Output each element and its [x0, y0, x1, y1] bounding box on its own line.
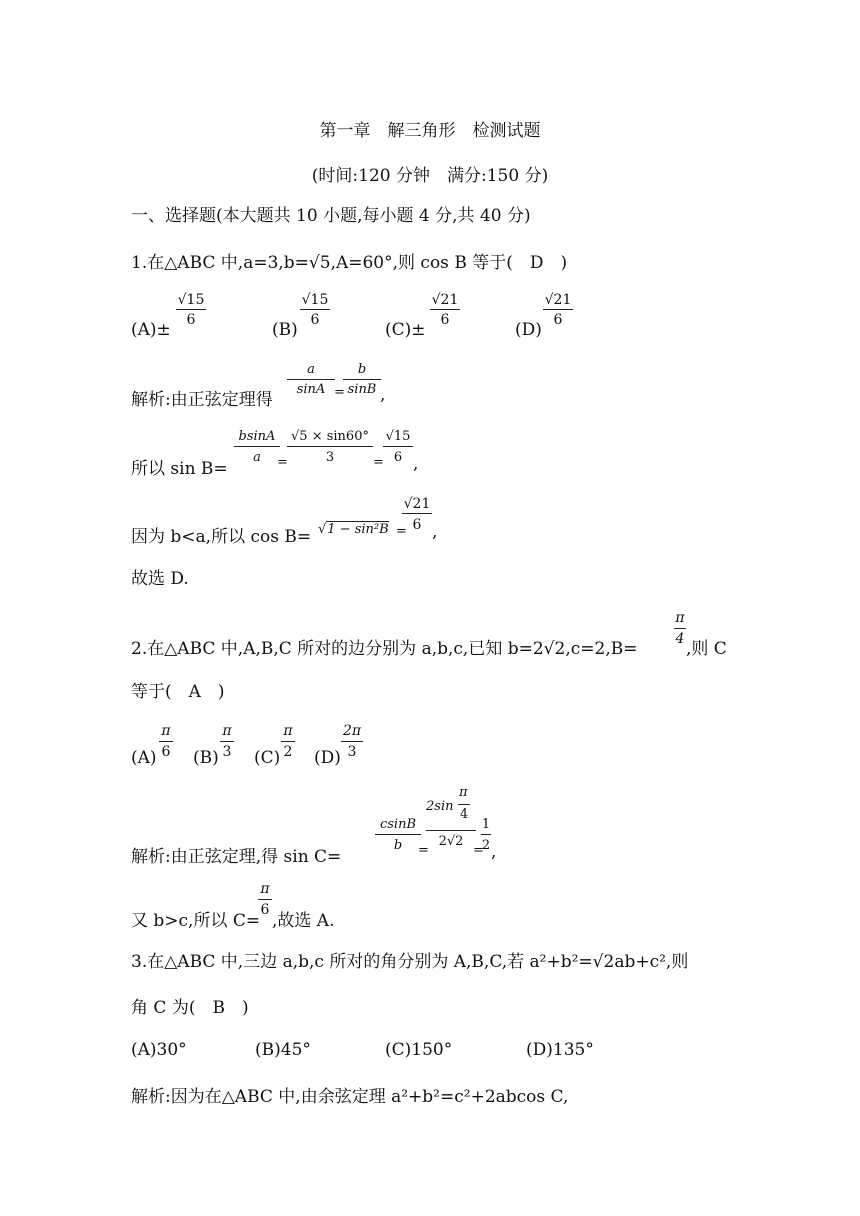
fraction: b sinB — [343, 363, 381, 396]
option-d: (D)135° — [526, 1040, 594, 1060]
compound-fraction: 2sin π 4 2√2 — [426, 786, 476, 848]
fraction: π 4 — [675, 610, 685, 647]
exam-subtitle: (时间:120 分钟 满分:150 分) — [311, 166, 549, 186]
section-heading: 一、选择题(本大题共 10 小题,每小题 4 分,共 40 分) — [131, 206, 531, 226]
solution-1-line-4: 故选 D. — [131, 569, 189, 589]
fraction: csinB b — [375, 818, 421, 852]
option-b: (B)45° — [255, 1040, 311, 1060]
option-fraction: √15 6 — [177, 292, 205, 328]
fraction: 1 2 — [481, 817, 491, 853]
option-label: (C)± — [385, 320, 426, 340]
fraction: √15 6 — [383, 430, 413, 464]
fraction: bsinA a — [234, 430, 280, 464]
option-a: (A)30° — [131, 1040, 187, 1060]
fraction: π 6 — [258, 882, 272, 917]
option-label: (D) — [515, 320, 542, 340]
question-2-stem-line-2: 等于( A ) — [131, 682, 225, 702]
radical: √1 − sin²B — [318, 522, 389, 537]
option-fraction: √21 6 — [431, 292, 459, 328]
option-c: (C)150° — [385, 1040, 453, 1060]
fraction: √21 6 — [403, 496, 431, 533]
question-3-stem-line-2: 角 C 为( B ) — [131, 998, 249, 1018]
option-label: (A)± — [131, 320, 171, 340]
fraction: a sinA — [287, 363, 335, 396]
fraction: √5 × sin60° 3 — [287, 430, 373, 464]
option-fraction: 2π 3 — [342, 723, 362, 760]
option-fraction: π 2 — [281, 724, 295, 759]
exam-title: 第一章 解三角形 检测试题 — [319, 121, 541, 141]
option-label: (B) — [272, 320, 298, 340]
exam-page: 第一章 解三角形 检测试题 (时间:120 分钟 满分:150 分) 一、选择题(本大题共 10 小题,每小题 4 分,共 40 分) 1.在△ABC 中,a=3,b=√5,A=60°,则 cos B 等于( D ) (A)± √15 6 (B) √15 6 (C)± √21 6 (D) √21 6 解析:由正弦定理得 a sinA = b sinB , 所以 sin B= bsinA a = √5 × sin60° 3 = √15 6 , 因为 b<a,所以 cos B= √1 − sin²B = √21 6 , 故选 D. 2.在△ABC 中,A,B,C 所对的边分别为 a,b,c,已知 b=2√2,c=2,B= π 4 ,则 C 等于( A ) (A) π 6 (B) π 3 (C) π 2 (D) 2π 3 解析:由正弦定理,得 sin C= csinB b = 2sin π 4 2√2 = 1 2 , 又 b>c,所以 C= π 6 ,故选 A. 3.在△ABC 中,三边 a,b,c 所对的角分别为 A,B,C,若 a²+b²=√2ab+c²,则 角 C 为( B ) (A)30° (B)45° (C)150° (D)135° 解析:因为在△ABC 中,由余弦定理 a²+b²=c²+2abcos C, — [0, 0, 860, 1216]
solution-3-line-1: 解析:因为在△ABC 中,由余弦定理 a²+b²=c²+2abcos C, — [131, 1087, 569, 1107]
option-fraction: √21 6 — [544, 292, 572, 328]
question-1-stem: 1.在△ABC 中,a=3,b=√5,A=60°,则 cos B 等于( D ) — [131, 253, 568, 273]
option-fraction: π 3 — [220, 724, 234, 759]
option-fraction: √15 6 — [301, 292, 329, 328]
option-fraction: π 6 — [159, 724, 173, 759]
question-3-stem: 3.在△ABC 中,三边 a,b,c 所对的角分别为 A,B,C,若 a²+b²=√2ab+c²,则 — [131, 952, 689, 972]
